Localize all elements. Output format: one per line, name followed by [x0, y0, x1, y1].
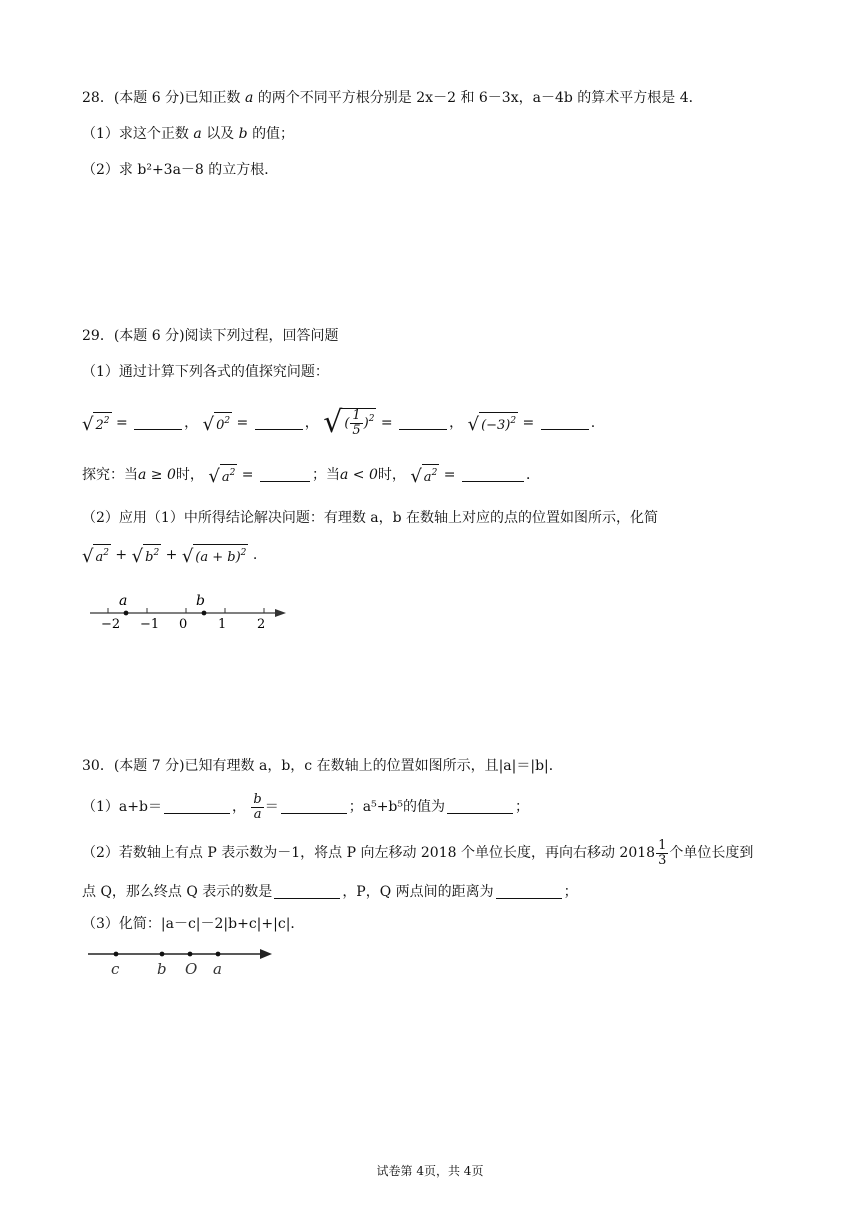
answer-blank[interactable] — [164, 799, 230, 814]
q29-simplify-expr: √ $a^2$ + √ $b^2$ + √ $(a + b)^2$ . — [82, 546, 258, 567]
q30-stem: 30．(本题 7 分)已知有理数 a，b，c 在数轴上的位置如图所示，且|a|＝|b|． — [82, 758, 563, 774]
point-c — [114, 952, 119, 957]
q30-part1: （1）a+b＝ ， $\frac{b}{a}$ ＝ ；a⁵+b⁵的值为 ； — [82, 791, 529, 822]
q29-number-line — [86, 588, 296, 632]
point-b-label: b — [196, 593, 205, 609]
sqrt-neg3-squared: √ $(-3)^2$ — [467, 414, 517, 435]
answer-blank[interactable] — [447, 799, 513, 814]
q30-part2-line1: （2）若数轴上有点 P 表示数为－1，将点 P 向左移动 2018 个单位长度，再向右移动 2018 $\frac{1}{3}$ 个单位长度到 — [82, 837, 754, 868]
answer-blank[interactable] — [496, 884, 562, 899]
point-b — [202, 611, 207, 616]
sqrt-2-squared: √ $2^2$ — [82, 414, 110, 435]
answer-blank[interactable] — [399, 415, 447, 430]
tick-label: −1 — [140, 617, 160, 632]
point-label: c — [111, 960, 120, 978]
answer-blank[interactable] — [260, 467, 310, 482]
answer-blank[interactable] — [281, 799, 347, 814]
answer-blank[interactable] — [274, 884, 340, 899]
answer-blank[interactable] — [134, 415, 182, 430]
q29-stem: 29．(本题 6 分)阅读下列过程，回答问题 — [82, 328, 339, 344]
q29-explore: 探究：当a ≥ 0时， √ $a^2$ = ；当a < 0时， √ $a^2$ = ． — [82, 466, 540, 487]
point-label: b — [157, 960, 167, 978]
q28-part1: （1）求这个正数 a 以及 b 的值； — [82, 126, 295, 142]
point-a — [124, 611, 129, 616]
answer-blank[interactable] — [541, 415, 589, 430]
point-label: O — [185, 960, 198, 978]
page-footer: 试卷第 4页，共 4页 — [376, 1164, 484, 1178]
point-O — [188, 952, 193, 957]
q29-part2: （2）应用（1）中所得结论解决问题：有理数 a，b 在数轴上对应的点的位置如图所示，化简 — [82, 510, 659, 526]
tick-label: −2 — [101, 617, 121, 632]
q30-part3: （3）化简：|a－c|－2|b+c|+|c|． — [82, 916, 305, 932]
point-a-label: a — [119, 593, 128, 609]
point-a — [216, 952, 221, 957]
point-label: a — [213, 960, 222, 978]
q29-radical-row: √ $2^2$ = ， √ $0^2$ = ， √ ( $\frac{1}{5}$ )$^2$ = ， √ $(-3)^2$ = . — [82, 405, 596, 440]
sqrt-fifth-squared: √ ( $\frac{1}{5}$ )$^2$ — [323, 405, 375, 440]
q30-part2-line2: 点 Q，那么终点 Q 表示的数是 ，P，Q 两点间的距离为 ； — [82, 884, 578, 900]
answer-blank[interactable] — [462, 467, 524, 482]
answer-blank[interactable] — [255, 415, 303, 430]
point-b — [160, 952, 165, 957]
q28-stem: 28．(本题 6 分)已知正数 a 的两个不同平方根分别是 2x－2 和 6－3x，a－4b 的算术平方根是 4． — [82, 90, 703, 106]
tick-label: 2 — [257, 617, 266, 632]
sqrt-0-squared: √ $0^2$ — [202, 414, 231, 435]
q29-part1: （1）通过计算下列各式的值探究问题： — [82, 364, 329, 380]
q30-number-line — [86, 944, 282, 978]
q28-part2: （2）求 b²+3a－8 的立方根． — [82, 162, 279, 178]
tick-label: 0 — [179, 617, 188, 632]
tick-label: 1 — [218, 617, 227, 632]
